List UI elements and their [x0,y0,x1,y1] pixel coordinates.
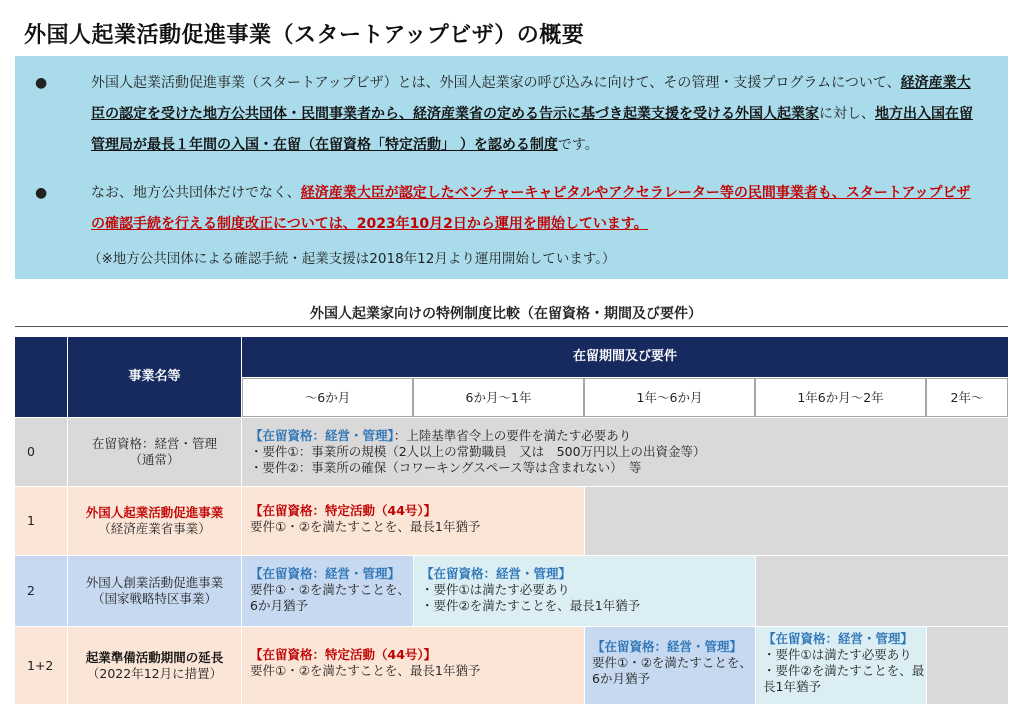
bullet-dot-icon: ● [35,75,48,91]
row-3-content-a [242,627,584,704]
table-title-rule [15,326,1008,327]
grid-line-v-row3b [755,627,756,704]
row-2-name-line-2: （国家戦略特区事業） [91,591,217,606]
bullet-2-underline-red: 経済産業大臣が認定したベンチャーキャピタルやアクセラレーター等の民間事業者も、スタートアップビザの確認手続を行える制度改正については、2023年10月2日から運用を開始しています。 [91,185,971,232]
row-0-status: 【在留資格：経営・管理】 [250,428,394,443]
row-0-name [68,418,241,486]
grid-line-h-3 [15,626,1008,627]
row-3-c-req-3: 長1年猶予 [763,679,821,694]
row-3-c-status: 【在留資格：経営・管理】 [763,631,914,646]
bullet-2-text [91,178,977,240]
row-1-content [242,487,584,555]
grid-line-v-1 [67,418,68,704]
bullet-1-underline-1: 経済産業大臣の認定を受けた地方公共団体・民間事業者から、経済産業省の定める告示に基づき起業支援を受ける外国人起業家 [91,75,971,122]
table-title: 外国人起業家向けの特例制度比較（在留資格・期間及び要件） [310,306,702,322]
grid-line-v-row2a [413,556,414,626]
page-title: 外国人起業活動促進事業（スタートアップビザ）の概要 [24,23,585,48]
row-0-req-1: ・要件①：事業所の規模（2人以上の常勤職員 又は 500万円以上の出資金等） [250,444,706,459]
grid-line-v-row3a [584,627,585,704]
row-2-b-req-1: ・要件①は満たす必要あり [421,582,570,597]
row-3-c-req-1: ・要件①は満たす必要あり [763,647,912,662]
header-period-group: 在留期間及び要件 [242,337,1008,377]
row-2-a-req-2: 6か月猶予 [250,598,308,613]
summary-box [15,56,1008,279]
row-2-content-b [413,556,755,626]
row-3-name-line-2: （2022年12月に措置） [86,665,223,681]
grid-line-v-2 [241,418,242,704]
row-3-name-line-1: 起業準備活動期間の延長 [85,649,224,665]
bullet-1-plain-1: 外国人起業活動促進事業（スタートアップビザ）とは、外国人起業家の呼び込みに向けて、その管理・支援プログラムについて、 [91,75,901,91]
grid-line-v-row2b [755,556,756,626]
row-3-a-status: 【在留資格：特定活動（44号）】 [250,647,437,662]
row-0-req-2: ・要件②：事業所の確保（コワーキングスペース等は含まれない） 等 [250,460,642,475]
row-2-content-a [242,556,413,626]
row-1-name-line-2: （経済産業省事業） [98,521,211,536]
row-0-name-line-1: 在留資格：経営・管理 [91,436,217,451]
bullet-1-plain-2: に対し、 [819,106,875,122]
row-0-content [242,418,1008,486]
row-3-b-req-2: 6か月猶予 [592,671,650,686]
row-2-b-req-2: ・要件②を満たすことを、最長1年猶予 [421,598,641,613]
row-1-status: 【在留資格：特定活動（44号）】 [250,503,437,518]
bullet-1-text [91,68,977,161]
row-0-status-line [250,428,1000,444]
bullet-dot-icon: ● [35,185,48,201]
bullet-1-underline-2: 地方出入国在留管理局が最長１年間の入国・在留（在留資格「特定活動」 ）を認める制度 [91,106,973,153]
row-3-b-req-1: 要件①・②を満たすことを、 [592,655,752,670]
grid-line-v-row3c [926,627,927,704]
row-2-a-req-1: 要件①・②を満たすことを、 [250,582,410,597]
grid-line-h-1 [15,486,1008,487]
row-2-index: 2 [15,556,67,626]
row-1-name-line-1: 外国人起業活動促進事業 [85,505,224,520]
row-3-index: 1+2 [15,627,67,704]
row-1-req: 要件①・②を満たすことを、最長1年猶予 [250,519,481,534]
grid-line-v-row1 [584,487,585,556]
row-3-a-req: 要件①・②を満たすことを、最長1年猶予 [250,663,481,678]
header-period-2y-plus: 2年～ [926,378,1008,417]
row-2-a-status: 【在留資格：経営・管理】 [250,566,401,581]
row-1-name [68,487,241,555]
row-0-index: 0 [15,418,67,486]
row-0-name-line-2: （通常） [129,452,180,467]
row-3-b-status: 【在留資格：経営・管理】 [592,639,743,654]
bullet-2-plain-1: なお、地方公共団体だけでなく、 [91,185,301,201]
row-3-c-req-2: ・要件②を満たすことを、最 [763,663,925,678]
row-3-name [68,627,241,704]
grid-line-h-2 [15,555,1008,556]
header-period-6m-1y: 6か月～1年 [413,378,584,417]
row-1-index: 1 [15,487,67,555]
row-3-content-c [755,627,926,704]
row-3-content-b [584,627,755,704]
row-0-status-tail: ：上陸基準省令上の要件を満たす必要あり [393,428,632,443]
summary-note: （※地方公共団体による確認手続・起業支援は2018年12月より運用開始しています。） [88,251,616,267]
row-2-name [68,556,241,626]
header-index-col [15,337,67,417]
row-2-name-line-1: 外国人創業活動促進事業 [85,575,224,590]
header-name-col: 事業名等 [68,337,241,417]
header-period-1y6m-2y: 1年6か月～2年 [755,378,926,417]
row-2-b-status: 【在留資格：経営・管理】 [421,566,572,581]
header-period-1y-1y6m: 1年～6か月 [584,378,755,417]
bullet-1-plain-3: です。 [557,137,599,153]
header-period-0-6m: ～6か月 [242,378,413,417]
